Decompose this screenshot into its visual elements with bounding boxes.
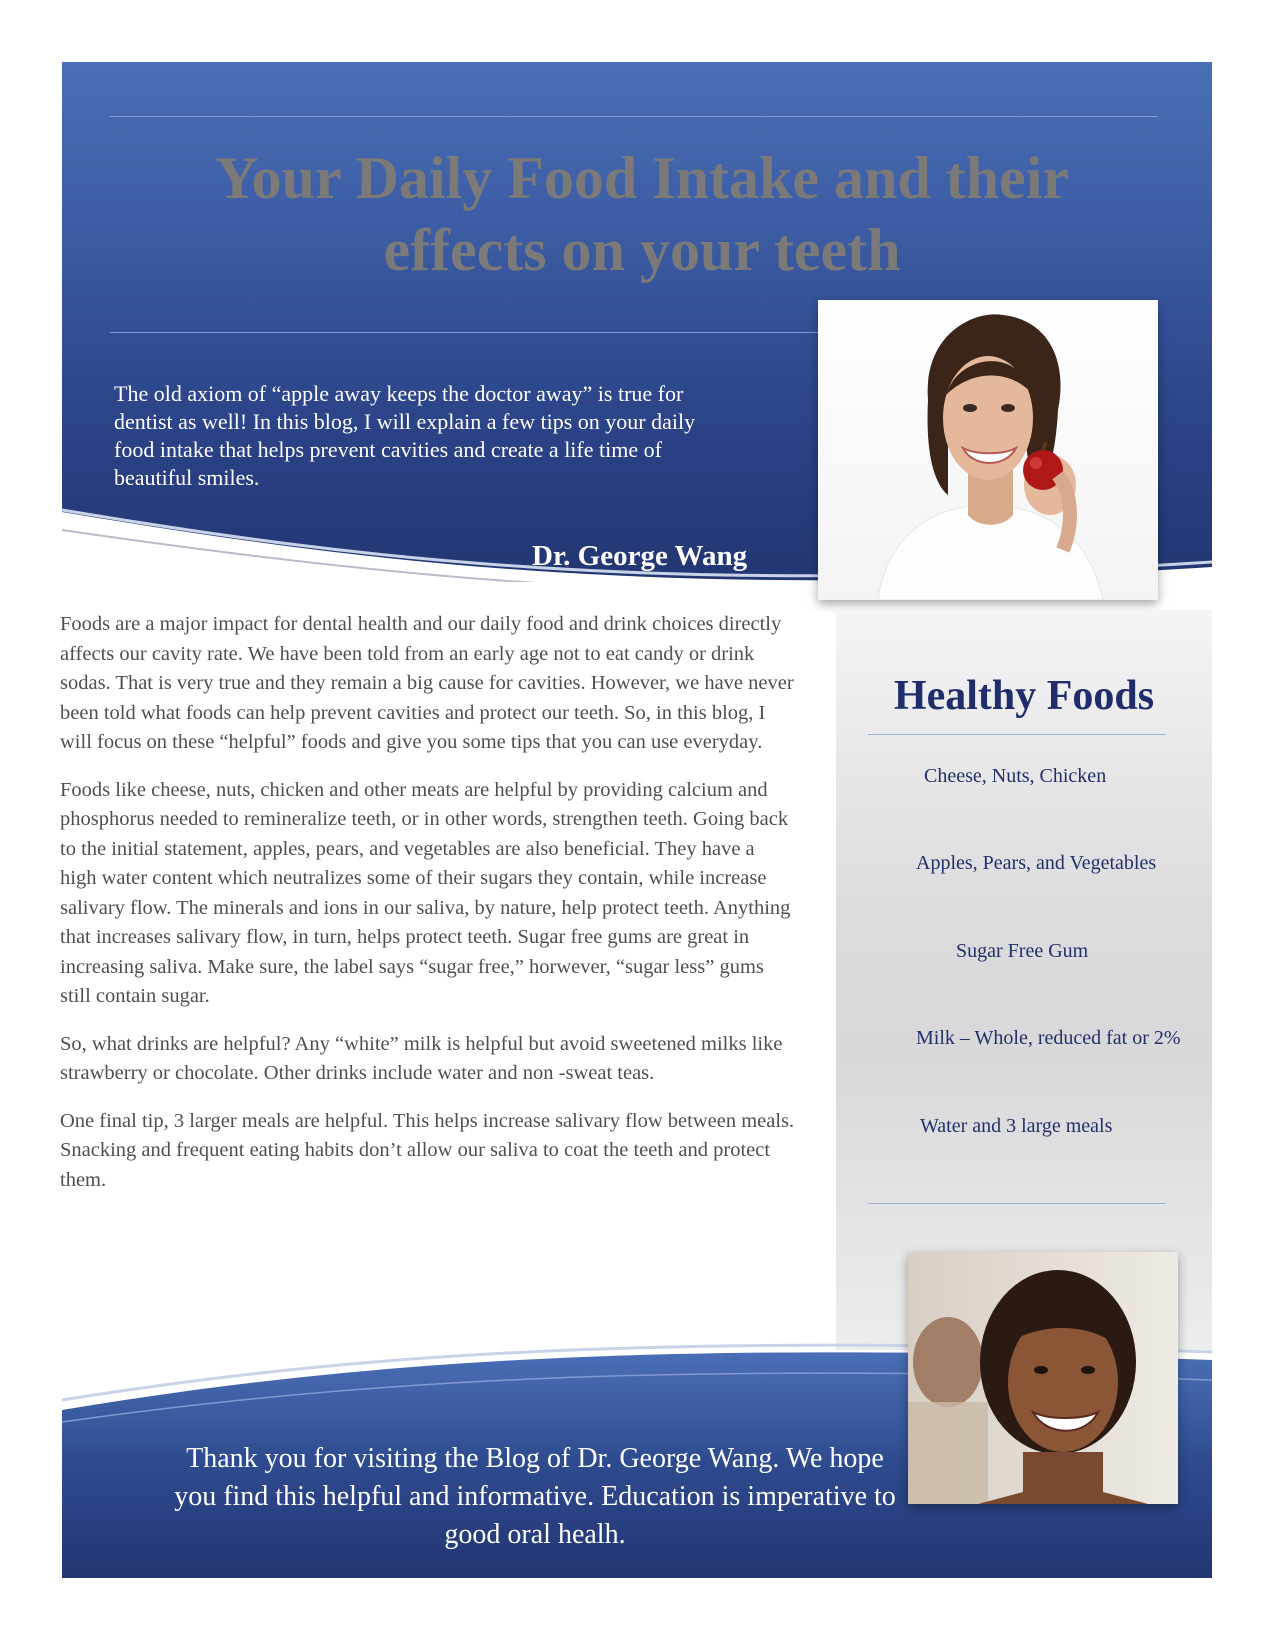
article-paragraph: Foods are a major impact for dental health and our daily food and drink choices directly affects our cavity rate. We have been told from an early age not to eat candy or drink sodas. That is very true and they remain a big cause for cavities. However, we have never been told what foods can help prevent cavities and protect our teeth. So, in this blog, I will focus on these “helpful” foods and give you some tips that you can use everyday.	[60, 613, 794, 753]
sidebar-title: Healthy Foods	[893, 673, 1155, 719]
smiling-woman-photo	[908, 1252, 1178, 1504]
article-paragraph: One final tip, 3 larger meals are helpful. This helps increase salivary flow between meals. Snacking and frequent eating habits don’t allow our saliva to coat the teeth and protect them.	[60, 1109, 795, 1191]
footer-message: Thank you for visiting the Blog of Dr. George Wang. We hope you find this helpful and informative. Education is imperative to good oral healh.	[174, 1443, 896, 1550]
sidebar-item: Sugar Free Gum	[956, 940, 1089, 962]
smiling-woman-illustration	[908, 1252, 1178, 1504]
woman-with-apple-illustration	[818, 300, 1158, 600]
article-paragraph: Foods like cheese, nuts, chicken and other meats are helpful by providing calcium and phosphorus needed to remineralize teeth, or in other words, strengthen teeth. Going back to the initial statement, apples, pears, and vegetables are also beneficial. They have a high water content which neutralizes some of their sugars they contain, while increase salivary flow. The minerals and ions in our saliva, by nature, help protect teeth. Anything that increases salivary flow, in turn, helps protect teeth. Sugar free gums are great in increasing saliva. Make sure, the label says “sugar free,” horwever, “sugar less” gums still contain sugar.	[60, 778, 791, 1007]
page-title: Your Daily Food Intake and their effects on your teeth	[214, 145, 1069, 283]
woman-with-apple-photo	[818, 300, 1158, 600]
article-body	[60, 610, 795, 1213]
sidebar-bottom-rule	[868, 1203, 1166, 1204]
intro-text: The old axiom of “apple away keeps the doctor away” is true for dentist as well! In this blog, I will explain a few tips on your daily food intake that helps prevent cavities and create a life time of beautiful smiles.	[114, 381, 696, 490]
sidebar-item: Water and 3 large meals	[920, 1115, 1113, 1137]
sidebar-item: Milk – Whole, reduced fat or 2%	[916, 1027, 1181, 1049]
sidebar-item: Cheese, Nuts, Chicken	[924, 765, 1107, 787]
healthy-foods-sidebar	[836, 610, 1212, 1350]
article-paragraph: So, what drinks are helpful? Any “white” milk is helpful but avoid sweetened milks like strawberry or chocolate. Other drinks include water and non -sweat teas.	[60, 1032, 783, 1084]
sidebar-top-rule	[868, 734, 1166, 735]
sidebar-item: Apples, Pears, and Vegetables	[916, 852, 1157, 874]
author-name: Dr. George Wang	[532, 540, 748, 572]
